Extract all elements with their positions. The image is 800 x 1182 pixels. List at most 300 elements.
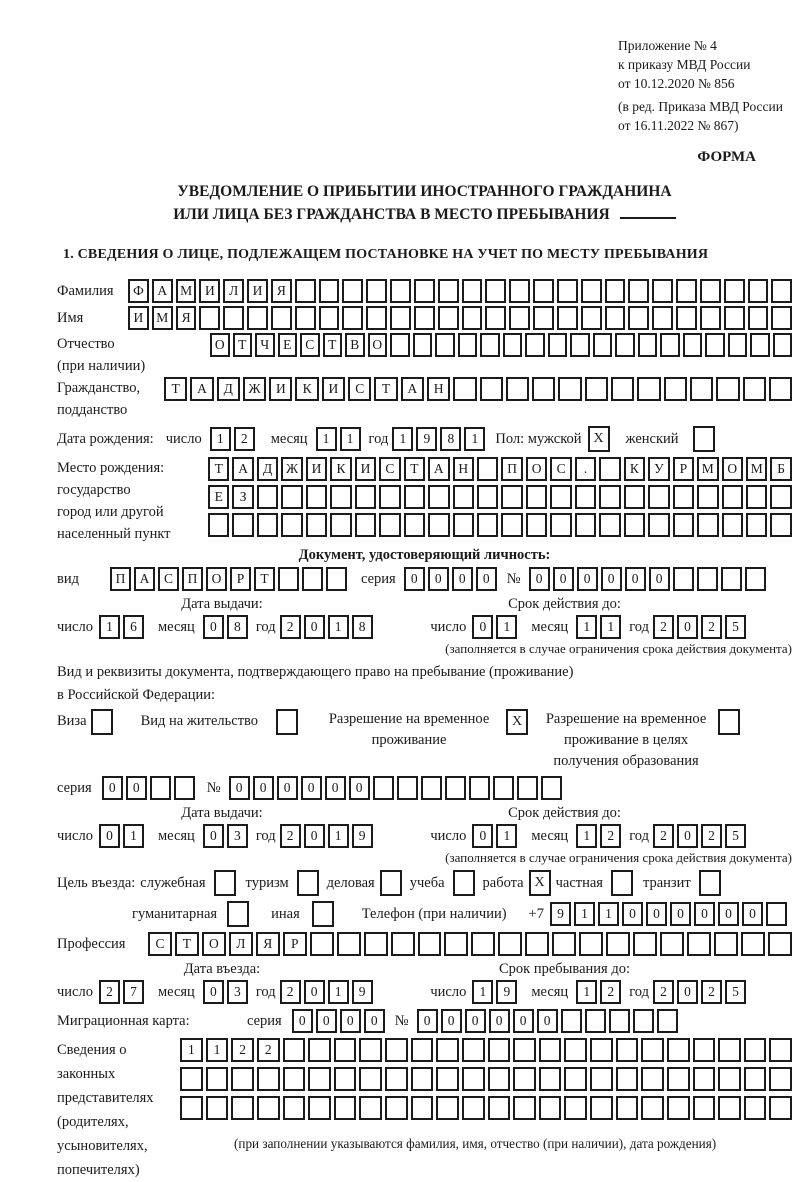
char-cell[interactable]: 0 xyxy=(646,902,667,926)
char-cell[interactable] xyxy=(673,485,694,509)
char-cell[interactable] xyxy=(509,306,530,330)
char-cell[interactable] xyxy=(550,513,571,537)
char-cell[interactable] xyxy=(503,333,523,357)
char-cell[interactable]: 2 xyxy=(257,1038,280,1062)
char-cell[interactable] xyxy=(599,485,620,509)
char-cell[interactable] xyxy=(337,932,361,956)
char-cell[interactable] xyxy=(532,377,555,401)
char-cell[interactable]: 1 xyxy=(328,824,349,848)
char-cell[interactable] xyxy=(477,457,498,481)
char-cell[interactable] xyxy=(326,567,347,591)
char-cell[interactable]: 0 xyxy=(649,567,670,591)
char-cell[interactable]: Т xyxy=(323,333,343,357)
char-cell[interactable] xyxy=(444,932,468,956)
char-cell[interactable]: К xyxy=(295,377,318,401)
char-cell[interactable] xyxy=(721,567,742,591)
char-cell[interactable]: 1 xyxy=(328,980,349,1004)
char-cell[interactable]: 1 xyxy=(392,427,413,451)
char-cell[interactable] xyxy=(174,776,195,800)
char-cell[interactable] xyxy=(628,279,649,303)
char-cell[interactable] xyxy=(525,333,545,357)
char-cell[interactable]: 0 xyxy=(428,567,449,591)
char-cell[interactable] xyxy=(438,306,459,330)
char-cell[interactable] xyxy=(716,377,739,401)
char-cell[interactable] xyxy=(485,306,506,330)
char-cell[interactable] xyxy=(676,279,697,303)
char-cell[interactable]: Е xyxy=(278,333,298,357)
char-cell[interactable] xyxy=(364,932,388,956)
char-cell[interactable] xyxy=(306,485,327,509)
char-cell[interactable]: 0 xyxy=(304,615,325,639)
char-cell[interactable] xyxy=(453,377,476,401)
gender-male-checkbox[interactable]: X xyxy=(588,426,610,452)
char-cell[interactable] xyxy=(693,1038,716,1062)
char-cell[interactable] xyxy=(453,485,474,509)
char-cell[interactable] xyxy=(539,1067,562,1091)
purpose-humanitarian-checkbox[interactable] xyxy=(227,901,249,927)
char-cell[interactable]: . xyxy=(575,457,596,481)
char-cell[interactable] xyxy=(611,377,634,401)
char-cell[interactable] xyxy=(488,1038,511,1062)
char-cell[interactable] xyxy=(513,1067,536,1091)
gender-female-checkbox[interactable] xyxy=(693,426,715,452)
char-cell[interactable] xyxy=(641,1038,664,1062)
char-cell[interactable] xyxy=(705,333,725,357)
char-cell[interactable]: 1 xyxy=(464,427,485,451)
char-cell[interactable] xyxy=(397,776,418,800)
char-cell[interactable]: А xyxy=(232,457,253,481)
char-cell[interactable]: А xyxy=(134,567,155,591)
char-cell[interactable] xyxy=(223,306,244,330)
char-cell[interactable]: 0 xyxy=(102,776,123,800)
char-cell[interactable]: И xyxy=(322,377,345,401)
char-cell[interactable]: 1 xyxy=(496,615,517,639)
char-cell[interactable]: Е xyxy=(208,485,229,509)
char-cell[interactable] xyxy=(435,333,455,357)
char-cell[interactable]: 2 xyxy=(231,1038,254,1062)
char-cell[interactable] xyxy=(462,279,483,303)
char-cell[interactable] xyxy=(453,513,474,537)
char-cell[interactable]: И xyxy=(199,279,220,303)
char-cell[interactable] xyxy=(462,1038,485,1062)
char-cell[interactable] xyxy=(485,279,506,303)
char-cell[interactable] xyxy=(390,279,411,303)
char-cell[interactable] xyxy=(641,1067,664,1091)
purpose-transit-checkbox[interactable] xyxy=(699,870,721,896)
purpose-work-checkbox[interactable]: X xyxy=(529,870,551,896)
char-cell[interactable]: 0 xyxy=(253,776,274,800)
char-cell[interactable] xyxy=(693,1067,716,1091)
char-cell[interactable]: О xyxy=(202,932,226,956)
char-cell[interactable] xyxy=(648,485,669,509)
char-cell[interactable] xyxy=(769,1096,792,1120)
char-cell[interactable] xyxy=(697,567,718,591)
char-cell[interactable]: 0 xyxy=(452,567,473,591)
char-cell[interactable]: 2 xyxy=(701,824,722,848)
char-cell[interactable]: 8 xyxy=(227,615,248,639)
char-cell[interactable] xyxy=(724,306,745,330)
char-cell[interactable]: 0 xyxy=(718,902,739,926)
char-cell[interactable] xyxy=(599,457,620,481)
char-cell[interactable] xyxy=(638,333,658,357)
char-cell[interactable]: 1 xyxy=(574,902,595,926)
char-cell[interactable] xyxy=(308,1038,331,1062)
char-cell[interactable] xyxy=(480,333,500,357)
char-cell[interactable] xyxy=(310,932,334,956)
char-cell[interactable]: И xyxy=(306,457,327,481)
char-cell[interactable] xyxy=(667,1096,690,1120)
char-cell[interactable]: 0 xyxy=(489,1009,510,1033)
char-cell[interactable] xyxy=(673,513,694,537)
char-cell[interactable] xyxy=(231,1067,254,1091)
char-cell[interactable] xyxy=(575,513,596,537)
char-cell[interactable] xyxy=(609,1009,630,1033)
char-cell[interactable]: 9 xyxy=(496,980,517,1004)
char-cell[interactable] xyxy=(281,513,302,537)
char-cell[interactable] xyxy=(438,279,459,303)
char-cell[interactable]: Т xyxy=(175,932,199,956)
char-cell[interactable] xyxy=(404,485,425,509)
char-cell[interactable]: И xyxy=(128,306,149,330)
char-cell[interactable] xyxy=(526,513,547,537)
char-cell[interactable] xyxy=(355,513,376,537)
char-cell[interactable] xyxy=(206,1067,229,1091)
char-cell[interactable] xyxy=(590,1067,613,1091)
char-cell[interactable] xyxy=(599,513,620,537)
char-cell[interactable] xyxy=(585,377,608,401)
char-cell[interactable]: 2 xyxy=(280,615,301,639)
char-cell[interactable] xyxy=(533,306,554,330)
char-cell[interactable] xyxy=(231,1096,254,1120)
char-cell[interactable]: 8 xyxy=(440,427,461,451)
char-cell[interactable] xyxy=(616,1038,639,1062)
char-cell[interactable] xyxy=(745,567,766,591)
char-cell[interactable] xyxy=(462,306,483,330)
char-cell[interactable] xyxy=(579,932,603,956)
char-cell[interactable] xyxy=(517,776,538,800)
char-cell[interactable] xyxy=(769,1067,792,1091)
char-cell[interactable]: П xyxy=(501,457,522,481)
char-cell[interactable] xyxy=(281,485,302,509)
char-cell[interactable] xyxy=(302,567,323,591)
char-cell[interactable] xyxy=(366,279,387,303)
char-cell[interactable]: 0 xyxy=(625,567,646,591)
char-cell[interactable]: Ж xyxy=(243,377,266,401)
char-cell[interactable]: 2 xyxy=(234,427,255,451)
char-cell[interactable]: 0 xyxy=(476,567,497,591)
char-cell[interactable] xyxy=(385,1038,408,1062)
char-cell[interactable] xyxy=(180,1096,203,1120)
char-cell[interactable]: М xyxy=(176,279,197,303)
char-cell[interactable]: 0 xyxy=(277,776,298,800)
char-cell[interactable] xyxy=(180,1067,203,1091)
char-cell[interactable]: И xyxy=(247,279,268,303)
char-cell[interactable] xyxy=(660,932,684,956)
char-cell[interactable] xyxy=(539,1096,562,1120)
char-cell[interactable] xyxy=(766,902,787,926)
char-cell[interactable] xyxy=(770,513,791,537)
char-cell[interactable]: 0 xyxy=(229,776,250,800)
char-cell[interactable] xyxy=(526,485,547,509)
char-cell[interactable]: 9 xyxy=(352,824,373,848)
char-cell[interactable]: 0 xyxy=(677,824,698,848)
char-cell[interactable] xyxy=(728,333,748,357)
char-cell[interactable] xyxy=(414,279,435,303)
char-cell[interactable] xyxy=(342,279,363,303)
char-cell[interactable] xyxy=(676,306,697,330)
char-cell[interactable] xyxy=(748,306,769,330)
char-cell[interactable] xyxy=(373,776,394,800)
char-cell[interactable] xyxy=(436,1096,459,1120)
char-cell[interactable]: Т xyxy=(404,457,425,481)
char-cell[interactable]: 9 xyxy=(416,427,437,451)
char-cell[interactable]: 0 xyxy=(304,980,325,1004)
char-cell[interactable]: О xyxy=(210,333,230,357)
char-cell[interactable] xyxy=(624,485,645,509)
char-cell[interactable] xyxy=(564,1096,587,1120)
char-cell[interactable]: 0 xyxy=(404,567,425,591)
char-cell[interactable]: 5 xyxy=(725,824,746,848)
char-cell[interactable] xyxy=(590,1038,613,1062)
char-cell[interactable]: 2 xyxy=(653,615,674,639)
char-cell[interactable]: 7 xyxy=(123,980,144,1004)
char-cell[interactable]: 1 xyxy=(328,615,349,639)
char-cell[interactable] xyxy=(616,1096,639,1120)
char-cell[interactable]: 0 xyxy=(316,1009,337,1033)
char-cell[interactable]: К xyxy=(330,457,351,481)
char-cell[interactable] xyxy=(683,333,703,357)
char-cell[interactable]: 1 xyxy=(600,615,621,639)
char-cell[interactable] xyxy=(257,1096,280,1120)
char-cell[interactable]: 0 xyxy=(203,980,224,1004)
char-cell[interactable]: 1 xyxy=(576,615,597,639)
char-cell[interactable]: Ж xyxy=(281,457,302,481)
char-cell[interactable]: 1 xyxy=(496,824,517,848)
char-cell[interactable]: 6 xyxy=(123,615,144,639)
char-cell[interactable]: Т xyxy=(208,457,229,481)
char-cell[interactable] xyxy=(319,306,340,330)
char-cell[interactable] xyxy=(741,932,765,956)
char-cell[interactable] xyxy=(652,279,673,303)
char-cell[interactable] xyxy=(590,1096,613,1120)
char-cell[interactable] xyxy=(564,1038,587,1062)
char-cell[interactable]: И xyxy=(355,457,376,481)
char-cell[interactable] xyxy=(334,1096,357,1120)
char-cell[interactable] xyxy=(471,932,495,956)
char-cell[interactable]: 0 xyxy=(441,1009,462,1033)
char-cell[interactable] xyxy=(232,513,253,537)
char-cell[interactable]: С xyxy=(348,377,371,401)
char-cell[interactable] xyxy=(308,1067,331,1091)
char-cell[interactable] xyxy=(359,1096,382,1120)
char-cell[interactable] xyxy=(411,1096,434,1120)
char-cell[interactable] xyxy=(469,776,490,800)
char-cell[interactable] xyxy=(428,513,449,537)
purpose-private-checkbox[interactable] xyxy=(611,870,633,896)
char-cell[interactable]: 0 xyxy=(126,776,147,800)
char-cell[interactable]: М xyxy=(152,306,173,330)
char-cell[interactable]: С xyxy=(379,457,400,481)
char-cell[interactable] xyxy=(199,306,220,330)
char-cell[interactable] xyxy=(652,306,673,330)
char-cell[interactable] xyxy=(768,932,792,956)
char-cell[interactable] xyxy=(561,1009,582,1033)
char-cell[interactable] xyxy=(773,333,793,357)
char-cell[interactable] xyxy=(257,513,278,537)
char-cell[interactable] xyxy=(366,306,387,330)
char-cell[interactable]: 8 xyxy=(352,615,373,639)
char-cell[interactable] xyxy=(769,1038,792,1062)
char-cell[interactable] xyxy=(390,306,411,330)
char-cell[interactable] xyxy=(575,485,596,509)
char-cell[interactable] xyxy=(746,485,767,509)
char-cell[interactable]: 2 xyxy=(280,824,301,848)
char-cell[interactable] xyxy=(342,306,363,330)
char-cell[interactable] xyxy=(557,279,578,303)
char-cell[interactable] xyxy=(693,1096,716,1120)
char-cell[interactable]: А xyxy=(190,377,213,401)
char-cell[interactable]: 0 xyxy=(677,980,698,1004)
char-cell[interactable] xyxy=(570,333,590,357)
char-cell[interactable] xyxy=(744,1067,767,1091)
char-cell[interactable]: Т xyxy=(374,377,397,401)
char-cell[interactable]: 1 xyxy=(576,824,597,848)
char-cell[interactable] xyxy=(552,932,576,956)
char-cell[interactable] xyxy=(633,1009,654,1033)
temp-residence-checkbox[interactable]: X xyxy=(506,709,528,735)
char-cell[interactable]: 0 xyxy=(340,1009,361,1033)
char-cell[interactable] xyxy=(334,1038,357,1062)
char-cell[interactable]: Л xyxy=(229,932,253,956)
char-cell[interactable] xyxy=(498,932,522,956)
char-cell[interactable] xyxy=(283,1038,306,1062)
char-cell[interactable]: С xyxy=(158,567,179,591)
char-cell[interactable]: 0 xyxy=(301,776,322,800)
char-cell[interactable] xyxy=(564,1067,587,1091)
char-cell[interactable]: 0 xyxy=(601,567,622,591)
char-cell[interactable]: 2 xyxy=(600,980,621,1004)
char-cell[interactable] xyxy=(330,485,351,509)
char-cell[interactable]: С xyxy=(148,932,172,956)
char-cell[interactable]: 0 xyxy=(325,776,346,800)
char-cell[interactable]: А xyxy=(152,279,173,303)
char-cell[interactable]: 3 xyxy=(227,824,248,848)
char-cell[interactable] xyxy=(334,1067,357,1091)
char-cell[interactable] xyxy=(513,1038,536,1062)
char-cell[interactable] xyxy=(283,1096,306,1120)
char-cell[interactable]: 1 xyxy=(123,824,144,848)
char-cell[interactable] xyxy=(744,1038,767,1062)
char-cell[interactable] xyxy=(581,279,602,303)
char-cell[interactable]: 0 xyxy=(203,824,224,848)
char-cell[interactable] xyxy=(247,306,268,330)
char-cell[interactable]: З xyxy=(232,485,253,509)
char-cell[interactable]: О xyxy=(526,457,547,481)
char-cell[interactable] xyxy=(743,377,766,401)
char-cell[interactable] xyxy=(722,513,743,537)
char-cell[interactable] xyxy=(697,513,718,537)
visa-checkbox[interactable] xyxy=(91,709,113,735)
char-cell[interactable]: 0 xyxy=(529,567,550,591)
char-cell[interactable]: 0 xyxy=(472,615,493,639)
char-cell[interactable] xyxy=(633,932,657,956)
char-cell[interactable] xyxy=(616,1067,639,1091)
char-cell[interactable]: Л xyxy=(223,279,244,303)
char-cell[interactable]: 1 xyxy=(340,427,361,451)
char-cell[interactable] xyxy=(558,377,581,401)
char-cell[interactable] xyxy=(306,513,327,537)
char-cell[interactable]: С xyxy=(300,333,320,357)
char-cell[interactable] xyxy=(664,377,687,401)
char-cell[interactable] xyxy=(509,279,530,303)
char-cell[interactable]: Т xyxy=(254,567,275,591)
char-cell[interactable] xyxy=(771,306,792,330)
char-cell[interactable]: Р xyxy=(673,457,694,481)
char-cell[interactable] xyxy=(257,485,278,509)
char-cell[interactable] xyxy=(605,306,626,330)
char-cell[interactable] xyxy=(769,377,792,401)
char-cell[interactable] xyxy=(421,776,442,800)
char-cell[interactable] xyxy=(667,1038,690,1062)
char-cell[interactable] xyxy=(541,776,562,800)
char-cell[interactable]: Н xyxy=(427,377,450,401)
char-cell[interactable]: 0 xyxy=(577,567,598,591)
char-cell[interactable] xyxy=(359,1067,382,1091)
char-cell[interactable] xyxy=(637,377,660,401)
char-cell[interactable]: 0 xyxy=(472,824,493,848)
char-cell[interactable]: 0 xyxy=(513,1009,534,1033)
char-cell[interactable]: В xyxy=(345,333,365,357)
char-cell[interactable] xyxy=(330,513,351,537)
char-cell[interactable] xyxy=(418,932,442,956)
char-cell[interactable] xyxy=(657,1009,678,1033)
char-cell[interactable]: П xyxy=(110,567,131,591)
char-cell[interactable]: И xyxy=(269,377,292,401)
char-cell[interactable]: 1 xyxy=(210,427,231,451)
char-cell[interactable]: 0 xyxy=(622,902,643,926)
char-cell[interactable] xyxy=(488,1096,511,1120)
purpose-study-checkbox[interactable] xyxy=(453,870,475,896)
char-cell[interactable] xyxy=(404,513,425,537)
char-cell[interactable]: 1 xyxy=(316,427,337,451)
char-cell[interactable] xyxy=(257,1067,280,1091)
char-cell[interactable] xyxy=(319,279,340,303)
char-cell[interactable]: 9 xyxy=(550,902,571,926)
char-cell[interactable]: Т xyxy=(164,377,187,401)
char-cell[interactable] xyxy=(585,1009,606,1033)
purpose-other-checkbox[interactable] xyxy=(312,901,334,927)
char-cell[interactable]: 0 xyxy=(553,567,574,591)
char-cell[interactable] xyxy=(391,932,415,956)
char-cell[interactable]: 9 xyxy=(352,980,373,1004)
char-cell[interactable] xyxy=(436,1038,459,1062)
char-cell[interactable]: П xyxy=(182,567,203,591)
char-cell[interactable] xyxy=(379,513,400,537)
char-cell[interactable] xyxy=(660,333,680,357)
char-cell[interactable] xyxy=(271,306,292,330)
char-cell[interactable] xyxy=(283,1067,306,1091)
char-cell[interactable]: Б xyxy=(770,457,791,481)
char-cell[interactable]: 1 xyxy=(576,980,597,1004)
char-cell[interactable] xyxy=(605,279,626,303)
char-cell[interactable]: 0 xyxy=(465,1009,486,1033)
char-cell[interactable] xyxy=(480,377,503,401)
char-cell[interactable] xyxy=(690,377,713,401)
char-cell[interactable]: 1 xyxy=(598,902,619,926)
char-cell[interactable]: 2 xyxy=(701,980,722,1004)
char-cell[interactable]: Д xyxy=(257,457,278,481)
char-cell[interactable] xyxy=(624,513,645,537)
